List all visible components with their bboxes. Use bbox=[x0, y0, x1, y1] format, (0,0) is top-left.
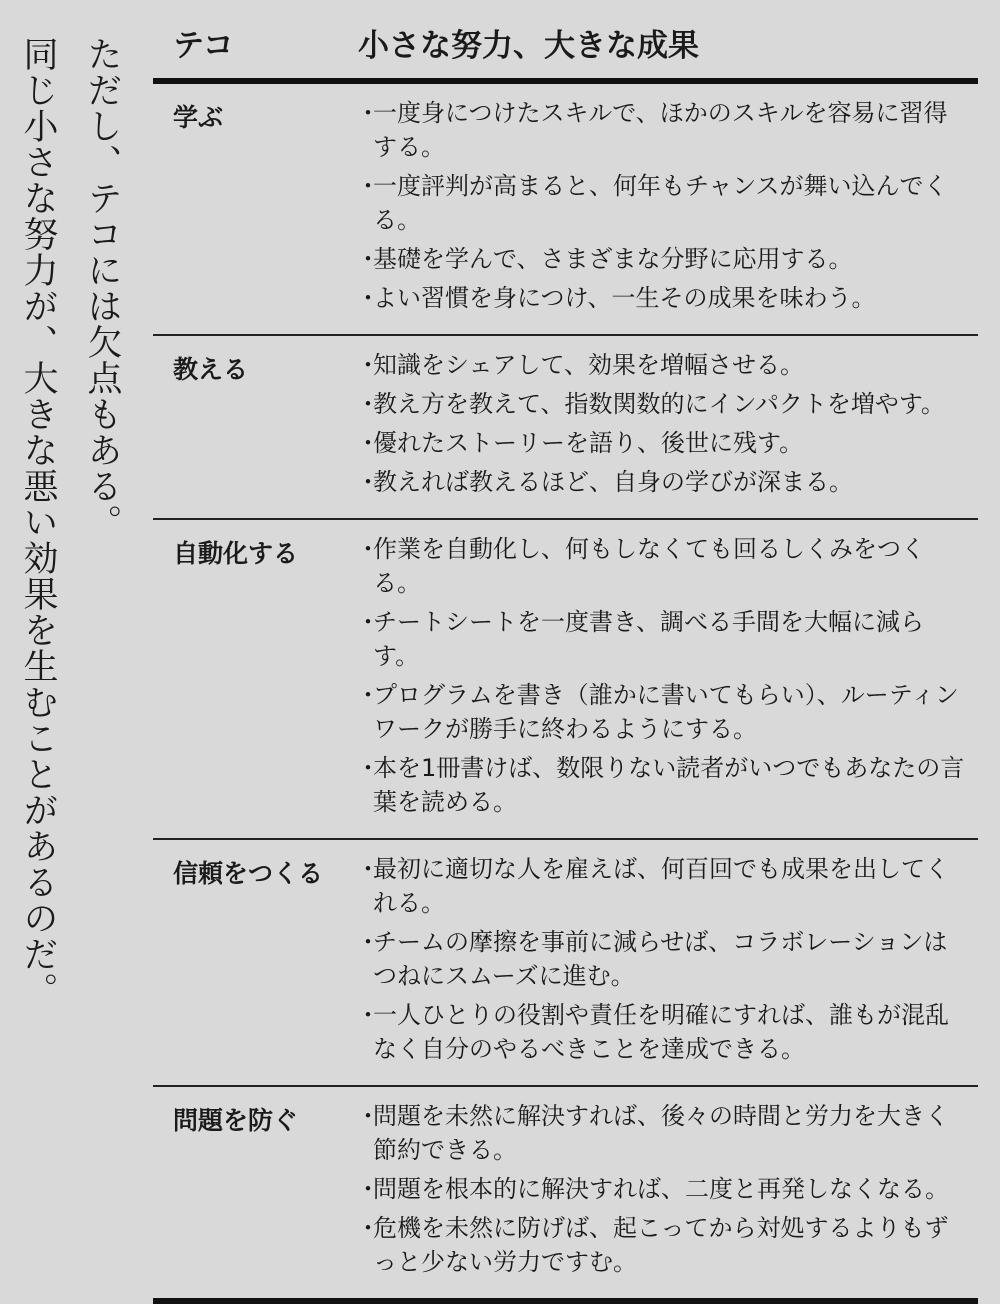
list-item bbox=[353, 751, 978, 819]
bullet-dot: ・ bbox=[356, 535, 380, 563]
vertical-text-left: 同じ小さな努力が、大きな悪い効果を生むことがあるのだ。 bbox=[18, 36, 58, 1008]
bullet-dot: ・ bbox=[356, 754, 380, 782]
vertical-text-right: ただし、テコには欠点もある。 bbox=[82, 36, 122, 540]
list-item-text: プログラムを書き（誰かに書いてもらい）、ルーティンワークが勝手に終わるようにする。 bbox=[373, 681, 959, 743]
list-item bbox=[353, 281, 978, 315]
table-row bbox=[153, 1087, 978, 1298]
list-item bbox=[353, 678, 978, 746]
list-item-text: 問題を根本的に解決すれば、二度と再発しなくなる。 bbox=[373, 1175, 949, 1203]
list-item-text: チートシートを一度書き、調べる手間を大幅に減らす。 bbox=[373, 608, 925, 670]
list-item-text: 危機を未然に防げば、起こってから対処するよりもずっと少ない労力ですむ。 bbox=[373, 1214, 949, 1276]
row-items bbox=[353, 1087, 978, 1298]
bullet-dot: ・ bbox=[356, 468, 380, 496]
table-row bbox=[153, 84, 978, 334]
list-item-text: 最初に適切な人を雇えば、何百回でも成果を出してくれる。 bbox=[373, 855, 949, 917]
list-item bbox=[353, 387, 978, 421]
list-item-text: 作業を自動化し、何もしなくても回るしくみをつくる。 bbox=[373, 535, 925, 597]
list-item bbox=[353, 1172, 978, 1206]
leverage-table bbox=[153, 0, 978, 1304]
list-item bbox=[353, 348, 978, 382]
bullet-dot: ・ bbox=[356, 928, 380, 956]
header-small-effort-big-result: 小さな努力、大きな成果 bbox=[358, 28, 699, 64]
list-item-text: 知識をシェアして、効果を増幅させる。 bbox=[373, 351, 805, 379]
list-item-text: 優れたストーリーを語り、後世に残す。 bbox=[373, 429, 804, 457]
list-item bbox=[353, 96, 978, 164]
list-item bbox=[353, 998, 978, 1066]
bullet-dot: ・ bbox=[356, 608, 380, 636]
row-category: 自動化する bbox=[173, 539, 299, 568]
bullet-dot: ・ bbox=[356, 99, 380, 127]
list-item bbox=[353, 169, 978, 237]
row-category: 学ぶ bbox=[173, 103, 224, 132]
bullet-dot: ・ bbox=[356, 284, 380, 312]
bullet-dot: ・ bbox=[356, 245, 380, 273]
list-item-text: よい習慣を身につけ、一生その成果を味わう。 bbox=[373, 284, 876, 312]
list-item-text: チームの摩擦を事前に減らせば、コラボレーションはつねにスムーズに進む。 bbox=[373, 928, 948, 990]
bullet-dot: ・ bbox=[356, 351, 380, 379]
list-item-text: 問題を未然に解決すれば、後々の時間と労力を大きく節約できる。 bbox=[373, 1102, 949, 1164]
bullet-dot: ・ bbox=[356, 855, 380, 883]
row-category: 信頼をつくる bbox=[173, 859, 324, 888]
list-item bbox=[353, 925, 978, 993]
bullet-dot: ・ bbox=[356, 1102, 380, 1130]
list-item-text: 一度身につけたスキルで、ほかのスキルを容易に習得する。 bbox=[373, 99, 948, 161]
table-body bbox=[153, 84, 978, 1298]
list-item-text: 一人ひとりの役割や責任を明確にすれば、誰もが混乱なく自分のやるべきことを達成できる。 bbox=[373, 1001, 949, 1063]
table-header bbox=[153, 0, 978, 78]
row-items bbox=[353, 336, 978, 518]
bullet-dot: ・ bbox=[356, 1214, 380, 1242]
list-item-text: 教え方を教えて、指数関数的にインパクトを増やす。 bbox=[373, 390, 945, 418]
list-item-text: 一度評判が高まると、何年もチャンスが舞い込んでくる。 bbox=[373, 172, 948, 234]
row-items bbox=[353, 520, 978, 838]
table-row bbox=[153, 520, 978, 838]
bullet-dot: ・ bbox=[356, 429, 380, 457]
header-leverage: テコ bbox=[173, 28, 234, 64]
bullet-dot: ・ bbox=[356, 172, 380, 200]
list-item bbox=[353, 426, 978, 460]
list-item bbox=[353, 532, 978, 600]
row-category: 教える bbox=[173, 355, 249, 384]
list-item bbox=[353, 1099, 978, 1167]
bottom-rule bbox=[153, 1298, 978, 1304]
list-item-text: 教えれば教えるほど、自身の学びが深まる。 bbox=[373, 468, 853, 496]
bullet-dot: ・ bbox=[356, 1175, 380, 1203]
row-items bbox=[353, 84, 978, 334]
table-row bbox=[153, 336, 978, 518]
table-row bbox=[153, 840, 978, 1085]
list-item-text: 本を1冊書けば、数限りない読者がいつでもあなたの言葉を読める。 bbox=[373, 754, 965, 816]
list-item bbox=[353, 852, 978, 920]
bullet-dot: ・ bbox=[356, 681, 380, 709]
row-category: 問題を防ぐ bbox=[173, 1106, 299, 1135]
list-item bbox=[353, 605, 978, 673]
list-item bbox=[353, 1211, 978, 1279]
list-item bbox=[353, 242, 978, 276]
bullet-dot: ・ bbox=[356, 390, 380, 418]
bullet-dot: ・ bbox=[356, 1001, 380, 1029]
list-item-text: 基礎を学んで、さまざまな分野に応用する。 bbox=[373, 245, 853, 273]
row-items bbox=[353, 840, 978, 1085]
list-item bbox=[353, 465, 978, 499]
